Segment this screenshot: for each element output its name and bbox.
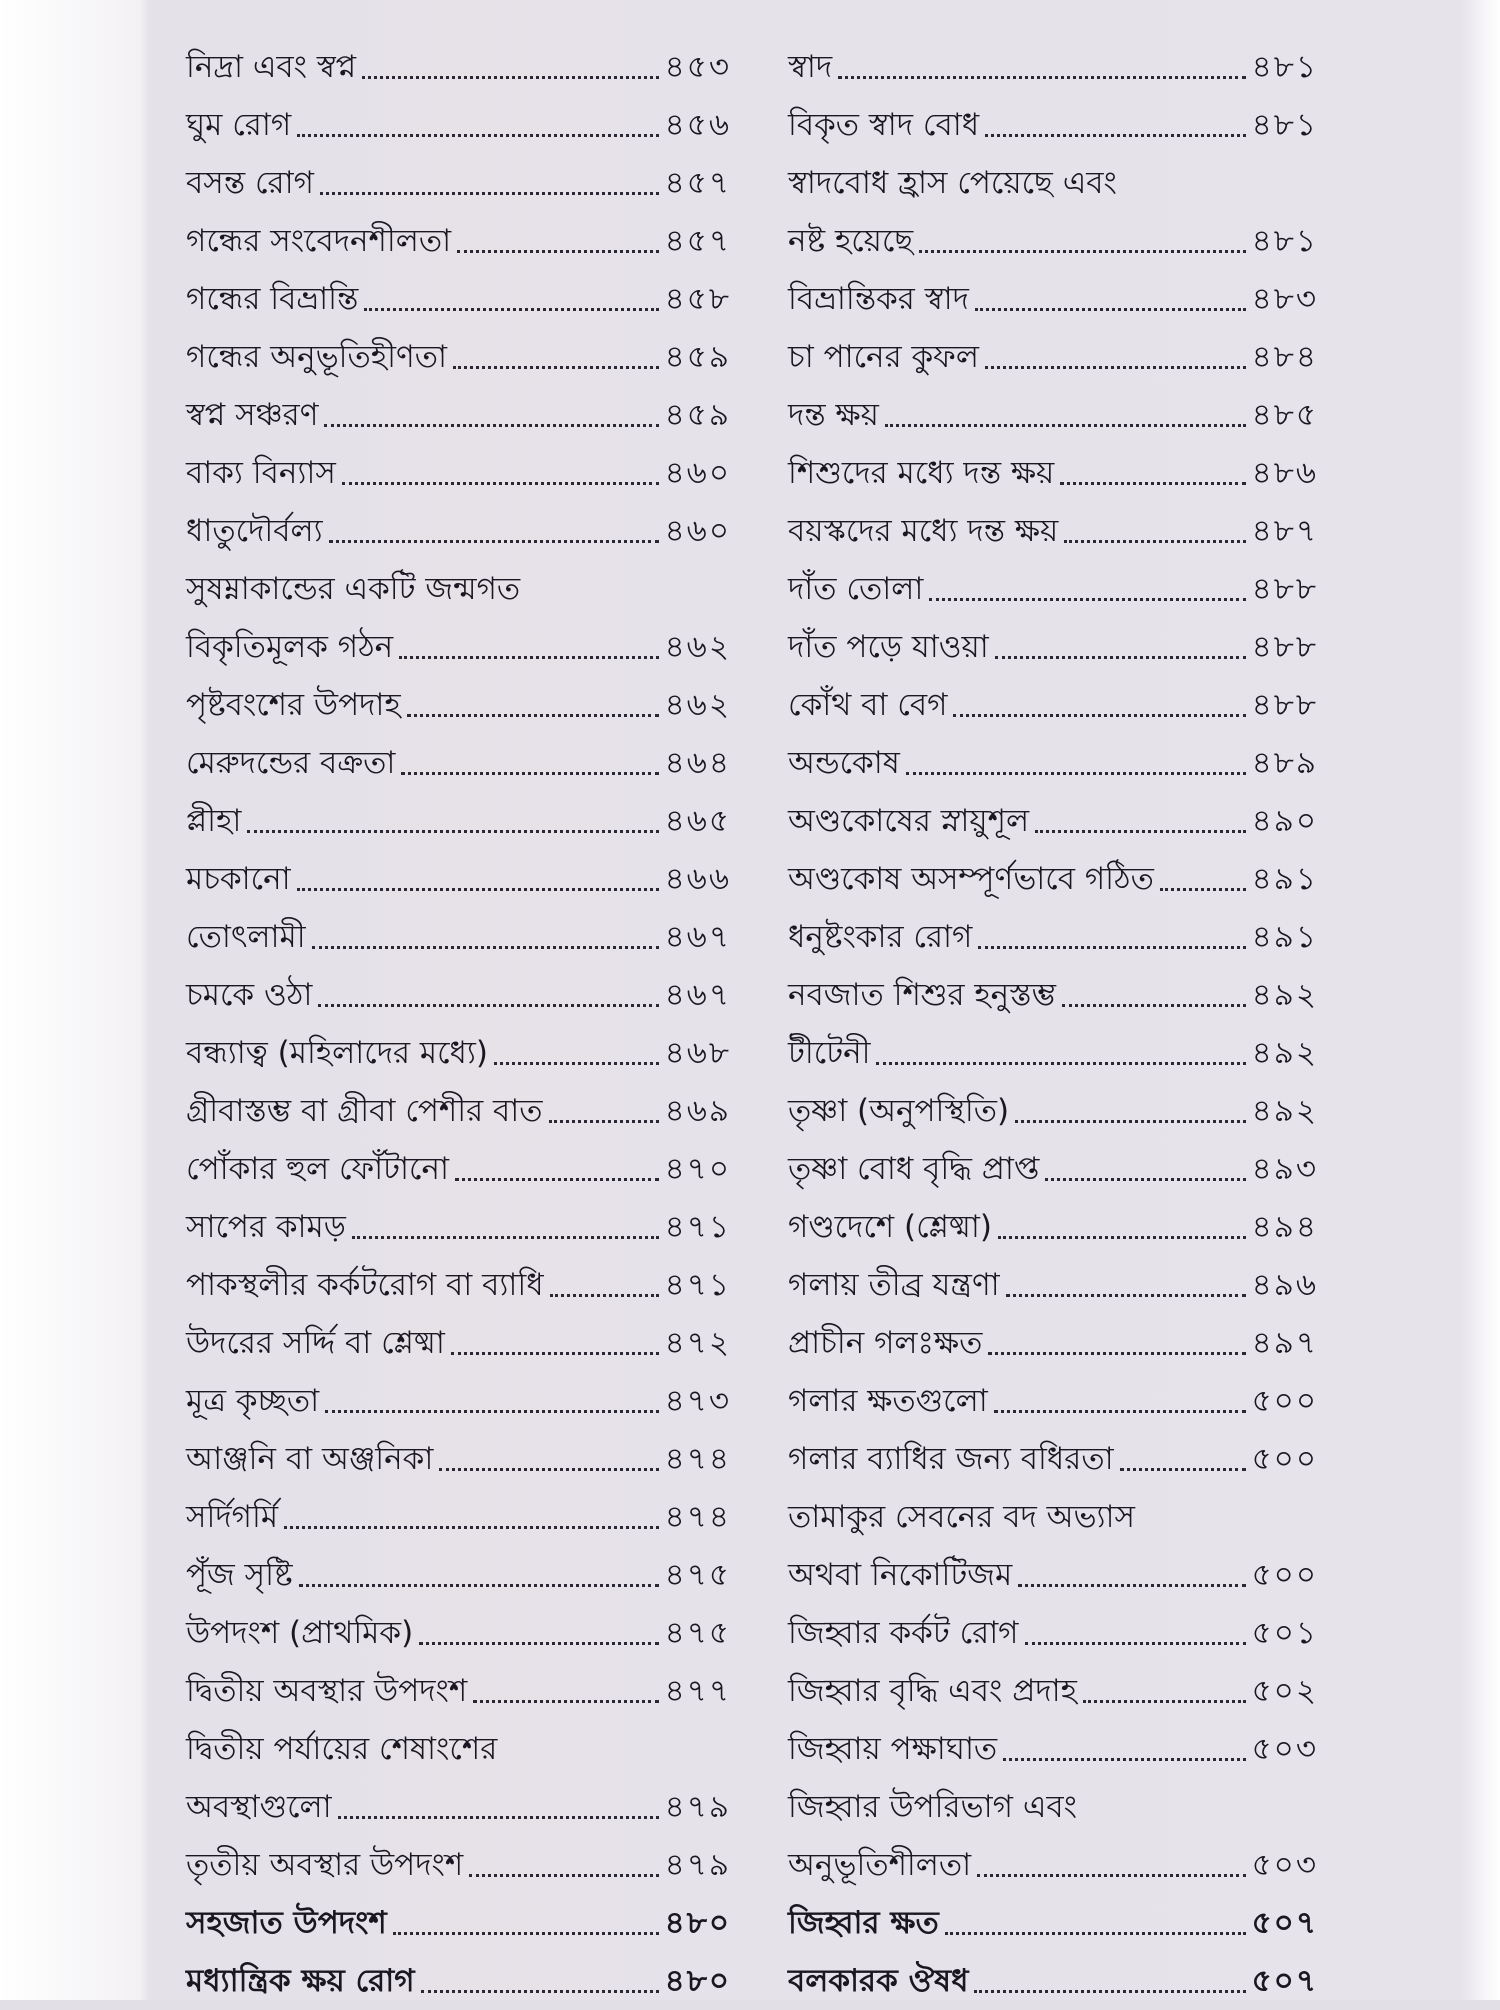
toc-entry (788, 154, 1318, 212)
toc-entry-title: আঞ্জনি বা অঞ্জনিকা (186, 1441, 434, 1477)
toc-entry-page-number: ৪৯৩ (1251, 1151, 1318, 1187)
toc-entry-title: দন্ত ক্ষয় (788, 397, 879, 433)
toc-entry (788, 676, 1318, 734)
toc-leader-dots (364, 308, 658, 311)
toc-entry-page-number: ৪৬০ (664, 455, 731, 491)
toc-leader-dots (421, 1990, 659, 1993)
toc-entry (186, 1778, 731, 1836)
toc-entry-page-number: ৪৬৯ (664, 1093, 731, 1129)
toc-entry (186, 1836, 731, 1894)
toc-leader-dots (919, 250, 1245, 253)
toc-leader-dots (550, 1294, 659, 1297)
toc-leader-dots (451, 1352, 659, 1355)
toc-entry-title: জিহ্বার কর্কট রোগ (788, 1615, 1019, 1651)
toc-entry-page-number: ৪৮৯ (1251, 745, 1318, 781)
toc-entry-title: নবজাত শিশুর হনুস্তম্ভ (788, 977, 1056, 1013)
toc-entry-page-number: ৪৭৪ (664, 1499, 731, 1535)
toc-entry (186, 908, 731, 966)
toc-entry (186, 386, 731, 444)
toc-entry (788, 1662, 1318, 1720)
toc-entry-title: জিহ্বার বৃদ্ধি এবং প্রদাহ (788, 1673, 1077, 1709)
toc-entry-title: চমকে ওঠা (186, 977, 313, 1013)
toc-entry (788, 560, 1318, 618)
toc-entry-title: জিহ্বায় পক্ষাঘাত (788, 1731, 998, 1767)
toc-entry-page-number: ৫০৭ (1251, 1905, 1318, 1941)
toc-entry-title: সহজাত উপদংশ (186, 1905, 387, 1941)
toc-entry-page-number: ৪৯৭ (1251, 1325, 1318, 1361)
toc-entry-title: তৃষ্ণা (অনুপস্থিতি) (788, 1093, 1010, 1129)
toc-entry-page-number: ৪৯১ (1251, 919, 1318, 955)
toc-entry-page-number: ৪৭৫ (664, 1615, 731, 1651)
toc-entry-page-number: ৪৫৭ (664, 165, 731, 201)
toc-leader-dots (453, 366, 659, 369)
toc-entry (186, 1662, 731, 1720)
toc-entry-page-number: ৪৭৯ (664, 1847, 731, 1883)
toc-right-column (788, 38, 1318, 2010)
toc-entry (788, 212, 1318, 270)
toc-entry-title: গলায় তীব্র যন্ত্রণা (788, 1267, 1000, 1303)
toc-entry-page-number: ৪৫৩ (664, 49, 731, 85)
toc-entry-title: তৃতীয় অবস্থার উপদংশ (186, 1847, 464, 1883)
toc-leader-dots (320, 192, 659, 195)
toc-entry-page-number: ৪৭৪ (664, 1441, 731, 1477)
toc-entry-page-number: ৪৯১ (1251, 861, 1318, 897)
toc-entry (186, 38, 731, 96)
toc-entry (186, 96, 731, 154)
toc-entry (788, 966, 1318, 1024)
toc-entry-title: বলকারক ঔষধ (788, 1963, 969, 1999)
toc-entry-page-number: ৪৫৭ (664, 223, 731, 259)
toc-entry-title: বাক্য বিন্যাস (186, 455, 336, 491)
toc-entry (788, 1604, 1318, 1662)
toc-entry (788, 1198, 1318, 1256)
toc-leader-dots (352, 1236, 659, 1239)
toc-entry (186, 270, 731, 328)
toc-entry (186, 850, 731, 908)
toc-entry-page-number: ৪৬৮ (664, 1035, 731, 1071)
toc-entry-title: অবস্থাগুলো (186, 1789, 332, 1825)
toc-entry-page-number: ৪৭৩ (664, 1383, 731, 1419)
toc-entry-page-number: ৫০০ (1251, 1441, 1318, 1477)
toc-leader-dots (974, 1990, 1245, 1993)
toc-entry-page-number: ৪৯৪ (1251, 1209, 1318, 1245)
toc-entry-page-number: ৪৬৪ (664, 745, 731, 781)
toc-entry (788, 96, 1318, 154)
toc-entry-title: সর্দিগর্মি (186, 1499, 279, 1535)
toc-entry-title: নিদ্রা এবং স্বপ্ন (186, 49, 357, 85)
toc-leader-dots (1083, 1700, 1246, 1703)
toc-entry (186, 1314, 731, 1372)
toc-entry-page-number: ৪৯২ (1251, 977, 1318, 1013)
toc-entry (788, 1836, 1318, 1894)
toc-leader-dots (1015, 1120, 1245, 1123)
toc-entry-page-number: ৪৭৫ (664, 1557, 731, 1593)
toc-entry-title: সাপের কামড় (186, 1209, 346, 1245)
toc-leader-dots (953, 714, 1245, 717)
toc-entry-title: গলার ক্ষতগুলো (788, 1383, 988, 1419)
toc-entry (186, 966, 731, 1024)
toc-entry-title: গন্ধের সংবেদনশীলতা (186, 223, 452, 259)
toc-entry-title: মধ্যান্ত্রিক ক্ষয় রোগ (186, 1963, 415, 1999)
toc-leader-dots (549, 1120, 659, 1123)
toc-entry (788, 1894, 1318, 1952)
toc-entry-title: নষ্ট হয়েছে (788, 223, 914, 259)
toc-entry-page-number: ৪৮০ (664, 1963, 731, 1999)
toc-entry (186, 328, 731, 386)
toc-leader-dots (393, 1932, 659, 1935)
toc-entry-title: সুষম্নাকান্ডের একটি জন্মগত (186, 571, 521, 607)
toc-entry (788, 1024, 1318, 1082)
toc-entry-title: পাকস্থলীর কর্কটরোগ বা ব্যাধি (186, 1267, 544, 1303)
toc-entry (788, 386, 1318, 444)
toc-entry (788, 850, 1318, 908)
toc-entry (186, 792, 731, 850)
toc-leader-dots (469, 1874, 658, 1877)
toc-entry-page-number: ৪৬৭ (664, 977, 731, 1013)
toc-entry (788, 1140, 1318, 1198)
toc-entry-page-number: ৪৯২ (1251, 1093, 1318, 1129)
toc-leader-dots (324, 424, 658, 427)
toc-entry-title: কোঁথ বা বেগ (788, 687, 948, 723)
toc-entry-title: ঘুম রোগ (186, 107, 292, 143)
toc-entry (186, 1488, 731, 1546)
toc-entry (186, 1604, 731, 1662)
toc-leader-dots (247, 830, 658, 833)
toc-entry-title: পৃষ্টবংশের উপদাহ (186, 687, 401, 723)
toc-leader-dots (985, 134, 1246, 137)
toc-leader-dots (906, 772, 1246, 775)
toc-entry-title: অণ্ডকোষ অসম্পূর্ণভাবে গঠিত (788, 861, 1154, 897)
toc-entry (186, 1024, 731, 1082)
toc-entry-title: প্রাচীন গলঃক্ষত (788, 1325, 983, 1361)
toc-leader-dots (399, 656, 658, 659)
toc-entry-page-number: ৪৭৭ (664, 1673, 731, 1709)
toc-entry-title: পূঁজ সৃষ্টি (186, 1557, 293, 1593)
toc-entry-page-number: ৪৫৬ (664, 107, 731, 143)
toc-entry-page-number: ৪৫৯ (664, 339, 731, 375)
toc-leader-dots (1160, 888, 1246, 891)
toc-entry (788, 270, 1318, 328)
toc-entry (788, 1314, 1318, 1372)
toc-leader-dots (419, 1642, 658, 1645)
toc-entry-title: ধনুষ্টংকার রোগ (788, 919, 973, 955)
toc-entry (788, 908, 1318, 966)
toc-entry-title: অনুভূতিশীলতা (788, 1847, 972, 1883)
toc-entry-page-number: ৪৮১ (1251, 49, 1318, 85)
toc-entry (186, 1430, 731, 1488)
toc-entry-page-number: ৪৮৫ (1251, 397, 1318, 433)
toc-leader-dots (988, 1352, 1245, 1355)
toc-entry (788, 1430, 1318, 1488)
toc-entry-page-number: ৪৮৪ (1251, 339, 1318, 375)
toc-leader-dots (1062, 1004, 1246, 1007)
toc-entry (788, 328, 1318, 386)
toc-leader-dots (297, 888, 659, 891)
toc-entry-title: তামাকুর সেবনের বদ অভ্যাস (788, 1499, 1136, 1535)
toc-entry-title: অন্ডকোষ (788, 745, 900, 781)
toc-entry-title: দাঁত তোলা (788, 571, 924, 607)
toc-leader-dots (995, 656, 1246, 659)
toc-entry-title: পোঁকার হুল ফোঁটানো (186, 1151, 449, 1187)
toc-leader-dots (439, 1468, 658, 1471)
toc-entry (788, 618, 1318, 676)
toc-entry-page-number: ৪৮১ (1251, 107, 1318, 143)
toc-entry-page-number: ৪৬২ (664, 629, 731, 665)
toc-entry-title: মচকানো (186, 861, 291, 897)
toc-entry-page-number: ৫০২ (1251, 1673, 1318, 1709)
toc-entry-page-number: ৫০৩ (1251, 1731, 1318, 1767)
toc-leader-dots (998, 1236, 1246, 1239)
toc-entry-page-number: ৪৫৯ (664, 397, 731, 433)
toc-entry (788, 1952, 1318, 2010)
toc-entry-page-number: ৪৬২ (664, 687, 731, 723)
toc-entry (186, 1140, 731, 1198)
toc-entry-page-number: ৪৬৭ (664, 919, 731, 955)
toc-leader-dots (407, 714, 659, 717)
toc-entry-title: বসন্ত রোগ (186, 165, 314, 201)
toc-leader-dots (945, 1932, 1246, 1935)
toc-leader-dots (455, 1178, 659, 1181)
toc-entry (186, 212, 731, 270)
toc-leader-dots (1006, 1294, 1246, 1297)
toc-entry-page-number: ৪৫৮ (664, 281, 731, 317)
toc-leader-dots (329, 540, 659, 543)
toc-entry (788, 444, 1318, 502)
toc-entry (186, 676, 731, 734)
toc-left-column (186, 38, 731, 2010)
toc-leader-dots (325, 1410, 658, 1413)
toc-entry (186, 1894, 731, 1952)
toc-entry-title: তৃষ্ণা বোধ বৃদ্ধি প্রাপ্ত (788, 1151, 1040, 1187)
toc-entry (186, 1952, 731, 2010)
toc-entry-title: অণ্ডকোষের স্নায়ুশূল (788, 803, 1030, 839)
toc-entry-page-number: ৪৬৫ (664, 803, 731, 839)
toc-entry-title: ধাতুদৌর্বল্য (186, 513, 323, 549)
toc-leader-dots (1060, 482, 1245, 485)
toc-entry-title: জিহ্বার ক্ষত (788, 1905, 939, 1941)
toc-entry-title: তোৎলামী (186, 919, 306, 955)
toc-leader-dots (1003, 1758, 1245, 1761)
toc-leader-dots (299, 1584, 659, 1587)
toc-leader-dots (1064, 540, 1245, 543)
toc-leader-dots (985, 366, 1246, 369)
toc-leader-dots (994, 1410, 1246, 1413)
toc-leader-dots (401, 772, 658, 775)
toc-entry (186, 734, 731, 792)
toc-entry-page-number: ৪৮৮ (1251, 571, 1318, 607)
toc-entry (186, 1546, 731, 1604)
toc-leader-dots (975, 308, 1246, 311)
toc-entry-page-number: ৪৭১ (664, 1209, 731, 1245)
toc-entry (186, 1198, 731, 1256)
toc-leader-dots (977, 1874, 1245, 1877)
toc-entry-title: মেরুদন্ডের বক্রতা (186, 745, 396, 781)
toc-entry (186, 1372, 731, 1430)
toc-entry (186, 1082, 731, 1140)
toc-entry-title: স্বপ্ন সঞ্চরণ (186, 397, 319, 433)
toc-entry (186, 618, 731, 676)
toc-entry (788, 1372, 1318, 1430)
toc-entry (788, 1720, 1318, 1778)
toc-leader-dots (494, 1062, 659, 1065)
toc-entry-title: গলার ব্যাধির জন্য বধিরতা (788, 1441, 1114, 1477)
toc-leader-dots (838, 76, 1245, 79)
toc-entry-page-number: ৪৬৬ (664, 861, 731, 897)
toc-entry-title: দ্বিতীয় পর্যায়ের শেষাংশের (186, 1731, 498, 1767)
toc-leader-dots (885, 424, 1246, 427)
toc-entry-page-number: ৪৮৮ (1251, 687, 1318, 723)
toc-leader-dots (876, 1062, 1245, 1065)
toc-entry (186, 502, 731, 560)
toc-entry-page-number: ৪৮৭ (1251, 513, 1318, 549)
toc-entry-title: দ্বিতীয় অবস্থার উপদংশ (186, 1673, 468, 1709)
toc-entry-title: টীটেনী (788, 1035, 871, 1071)
toc-leader-dots (342, 482, 659, 485)
toc-entry-page-number: ৪৮৬ (1251, 455, 1318, 491)
toc-entry (186, 1720, 731, 1778)
toc-entry-title: স্বাদবোধ হ্রাস পেয়েছে এবং (788, 165, 1117, 201)
toc-entry-title: বিকৃত স্বাদ বোধ (788, 107, 980, 143)
toc-leader-dots (1025, 1642, 1246, 1645)
toc-entry (788, 502, 1318, 560)
toc-entry-page-number: ৪৯৬ (1251, 1267, 1318, 1303)
toc-entry (788, 1256, 1318, 1314)
toc-entry-title: অথবা নিকোটিজম (788, 1557, 1013, 1593)
toc-leader-dots (929, 598, 1245, 601)
toc-leader-dots (1018, 1584, 1245, 1587)
toc-entry-title: মূত্র কৃচ্ছতা (186, 1383, 320, 1419)
toc-entry-page-number: ৪৯২ (1251, 1035, 1318, 1071)
toc-leader-dots (297, 134, 658, 137)
toc-entry (186, 1256, 731, 1314)
toc-entry (186, 154, 731, 212)
toc-entry-page-number: ৪৯০ (1251, 803, 1318, 839)
toc-entry-page-number: ৪৭৯ (664, 1789, 731, 1825)
toc-entry (788, 792, 1318, 850)
toc-entry-title: বিকৃতিমূলক গঠন (186, 629, 394, 665)
toc-entry-title: চা পানের কুফল (788, 339, 979, 375)
toc-entry (788, 38, 1318, 96)
toc-leader-dots (1120, 1468, 1246, 1471)
toc-entry (788, 1082, 1318, 1140)
toc-leader-dots (338, 1816, 659, 1819)
toc-leader-dots (284, 1526, 659, 1529)
toc-leader-dots (1045, 1178, 1245, 1181)
toc-entry-page-number: ৪৮০ (664, 1905, 731, 1941)
toc-entry-page-number: ৫০০ (1251, 1557, 1318, 1593)
toc-entry-page-number: ৪৭২ (664, 1325, 731, 1361)
toc-entry (186, 444, 731, 502)
toc-entry-page-number: ৫০১ (1251, 1615, 1318, 1651)
toc-leader-dots (318, 1004, 658, 1007)
toc-leader-dots (473, 1700, 658, 1703)
toc-leader-dots (312, 946, 659, 949)
toc-entry-page-number: ৪৭১ (664, 1267, 731, 1303)
toc-entry-title: স্বাদ (788, 49, 833, 85)
toc-entry-page-number: ৫০৭ (1251, 1963, 1318, 1999)
toc-entry-page-number: ৪৭০ (664, 1151, 731, 1187)
toc-entry (788, 1546, 1318, 1604)
toc-entry-title: উপদংশ (প্রাথমিক) (186, 1615, 414, 1651)
toc-leader-dots (978, 946, 1245, 949)
toc-entry-page-number: ৪৬০ (664, 513, 731, 549)
toc-entry-title: গন্ধের বিভ্রান্তি (186, 281, 359, 317)
toc-entry-page-number: ৪৮৮ (1251, 629, 1318, 665)
toc-entry-page-number: ৪৮১ (1251, 223, 1318, 259)
toc-entry-title: গ্রীবাস্তম্ভ বা গ্রীবা পেশীর বাত (186, 1093, 543, 1129)
toc-entry (788, 734, 1318, 792)
toc-entry-title: প্লীহা (186, 803, 242, 839)
toc-leader-dots (1035, 830, 1246, 833)
toc-entry (788, 1778, 1318, 1836)
toc-entry-title: বন্ধ্যাত্ব (মহিলাদের মধ্যে) (186, 1035, 489, 1071)
toc-leader-dots (457, 250, 658, 253)
toc-entry-page-number: ৫০০ (1251, 1383, 1318, 1419)
toc-entry-title: দাঁত পড়ে যাওয়া (788, 629, 989, 665)
toc-entry-page-number: ৪৮৩ (1251, 281, 1318, 317)
toc-entry-title: শিশুদের মধ্যে দন্ত ক্ষয় (788, 455, 1055, 491)
toc-entry (186, 560, 731, 618)
toc-entry-title: গন্ধের অনুভূতিহীণতা (186, 339, 447, 375)
toc-entry-title: গণ্ডদেশে (শ্লেষ্মা) (788, 1209, 992, 1245)
toc-leader-dots (362, 76, 658, 79)
toc-entry-title: বয়স্কদের মধ্যে দন্ত ক্ষয় (788, 513, 1059, 549)
toc-entry-title: উদরের সর্দ্দি বা শ্লেষ্মা (186, 1325, 445, 1361)
toc-entry-page-number: ৫০৩ (1251, 1847, 1318, 1883)
toc-entry (788, 1488, 1318, 1546)
toc-entry-title: বিভ্রান্তিকর স্বাদ (788, 281, 969, 317)
toc-entry-title: জিহ্বার উপরিভাগ এবং (788, 1789, 1077, 1825)
